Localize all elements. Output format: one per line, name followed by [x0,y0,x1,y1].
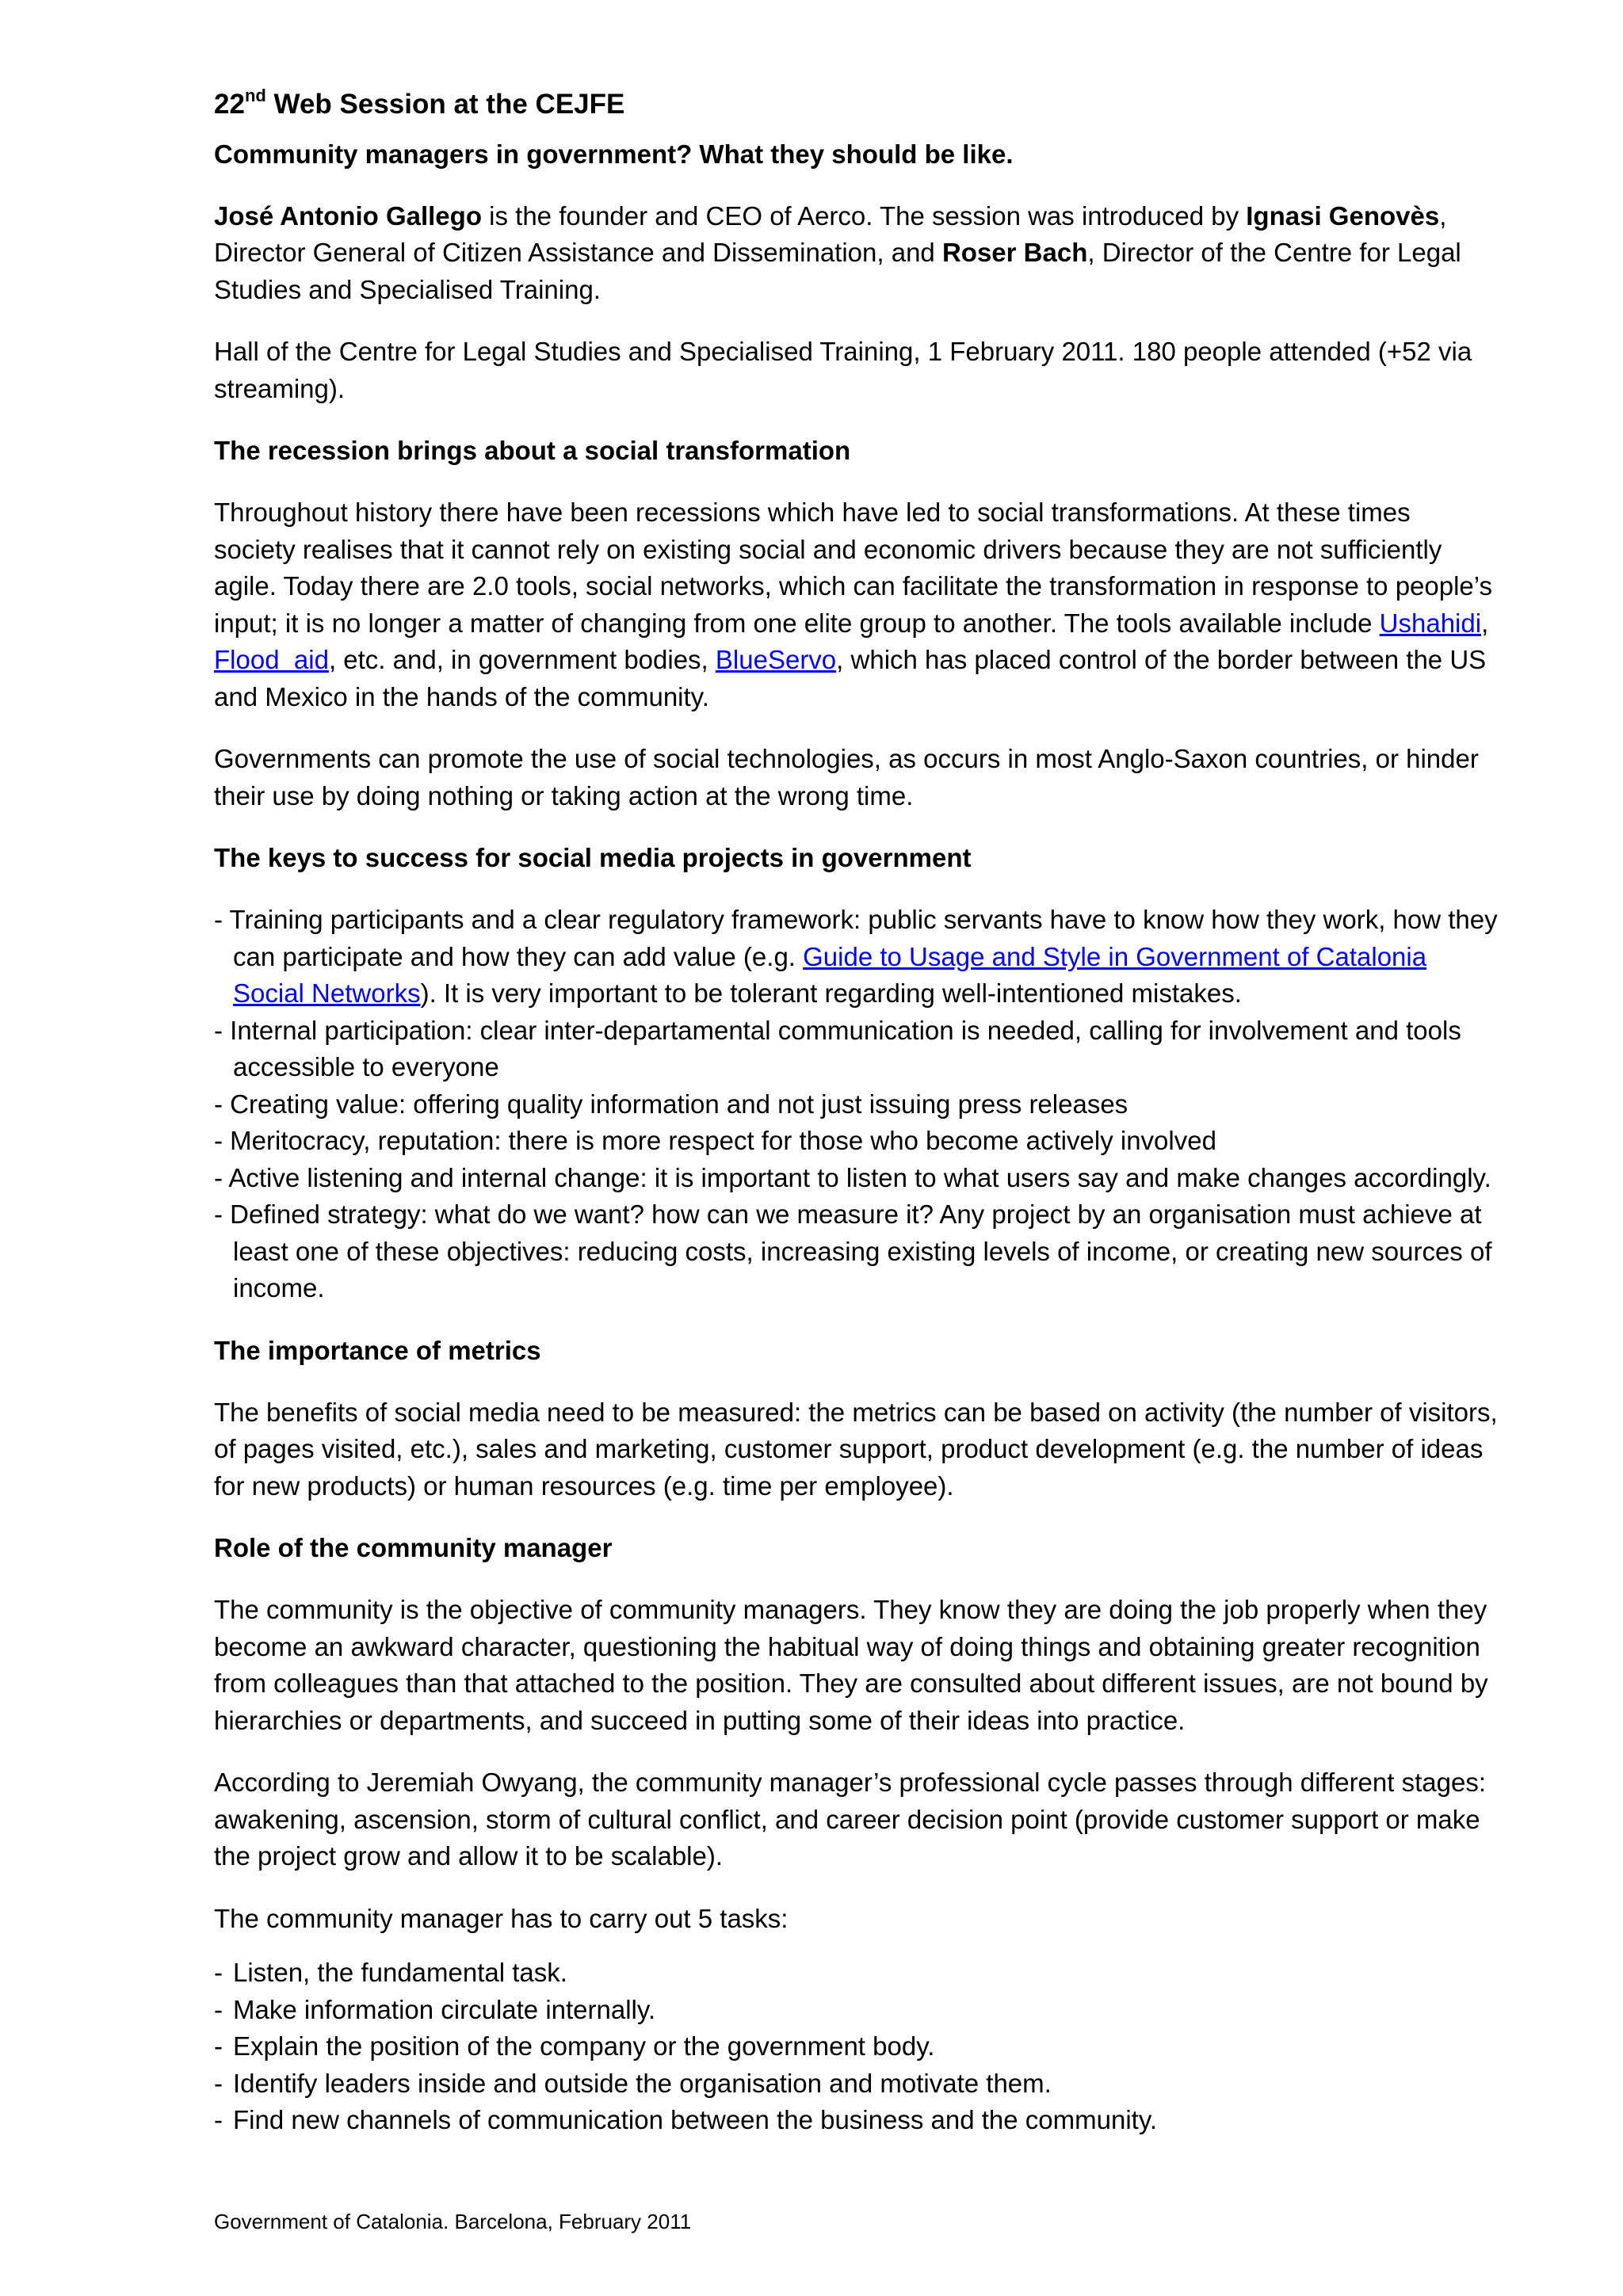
metrics-paragraph: The benefits of social media need to be measured: the metrics can be based on activity (the number of visitors, of pages visited, etc.), sales and marketing, customer support, product development (e.g. the number of ideas for new products) or human resources (e.g. time per employee). [214,1397,1498,1501]
ushahidi-link[interactable]: Ushahidi [1379,608,1482,638]
section-heading-keys: The keys to success for social media projects in government [214,843,972,873]
list-dash: - [214,1994,223,2024]
intro-text-3: , Director of the Centre for Legal Studies and Specialised Training. [214,238,1461,304]
role-paragraph-2: According to Jeremiah Owyang, the community manager’s professional cycle passes through different stages: awakening, ascension, storm of cultural conflict, and career decision point (provide customer support or make the project grow and allow it to be scalable). [214,1768,1486,1871]
venue-paragraph: Hall of the Centre for Legal Studies and Specialised Training, 1 February 2011. 180 people attended (+52 via streaming). [214,337,1472,403]
introducer-name-1: Ignasi Genovès [1246,200,1440,231]
list-item [214,902,1498,1013]
section-heading-recession: The recession brings about a social transformation [214,436,851,466]
task-text: Identify leaders inside and outside the organisation and motivate them. [233,2068,1052,2098]
list-item: - Meritocracy, reputation: there is more respect for those who become actively involved [214,1126,1216,1156]
list-item [214,1992,1498,2029]
subtitle: Community managers in government? What they should be like. [214,139,1014,169]
introducer-name-2: Roser Bach [941,238,1088,268]
intro-text-2: , Director General of Citizen Assistance and Dissemination, and [214,200,1447,268]
blueservo-link[interactable]: BlueServo [715,645,837,675]
list-dash: - [214,1958,223,1988]
page-title [214,87,1498,122]
link-separator: , [1481,608,1489,638]
list-item [214,2102,1498,2139]
list-item: - Creating value: offering quality information and not just issuing press releases [214,1089,1128,1119]
intro-paragraph [214,198,1498,309]
intro-text-1: is the founder and CEO of Aerco. The session was introduced by [481,200,1247,231]
list-item: - Defined strategy: what do we want? how can we measure it? Any project by an organisation must achieve at least one of these objectives: reducing costs, increasing existing levels of income, or creating new sources of income. [214,1199,1492,1303]
list-item [214,1955,1498,1992]
list-item [214,2028,1498,2065]
list-dash: - [214,2068,223,2098]
recession-text-3: , which has placed control of the border between the US and Mexico in the hands of the community. [214,645,1487,711]
title-ordinal-suffix: nd [244,86,266,106]
section-heading-metrics: The importance of metrics [214,1335,541,1365]
style-guide-link[interactable]: Guide to Usage and Style in Government of Catalonia Social Networks [233,941,1427,1009]
keys-list [214,902,1498,1307]
flood-aid-link[interactable]: Flood aid [214,645,329,675]
list-item: - Active listening and internal change: it is important to listen to what users say and make changes accordingly. [214,1162,1491,1192]
page-footer: Government of Catalonia. Barcelona, February 2011 [214,2210,692,2233]
list-dash: - [214,2105,223,2135]
tasks-intro: The community manager has to carry out 5 tasks: [214,1903,789,1933]
list-dash: - [214,2031,223,2061]
recession-text-2: , etc. and, in government bodies, [328,645,716,675]
task-text: Make information circulate internally. [233,1994,656,2024]
keys-item-1-text-end: ). It is very important to be tolerant regarding well-intentioned mistakes. [420,978,1242,1009]
list-item [214,2065,1498,2103]
title-ordinal: 22 [214,89,245,120]
list-item: - Internal participation: clear inter-departamental communication is needed, calling for involvement and tools accessible to everyone [214,1015,1461,1082]
speaker-name: José Antonio Gallego [214,200,482,231]
title-rest: Web Session at the CEJFE [265,89,625,120]
task-text: Explain the position of the company or the government body. [233,2031,935,2061]
recession-text-1: Throughout history there have been recessions which have led to social transformations. At these times society realises that it cannot rely on existing social and economic drivers because they are not sufficiently agile. Today there are 2.0 tools, social networks, which can facilitate the transformation in response to people’s input; it is no longer a matter of changing from one elite group to another. The tools available include [214,498,1493,638]
section-heading-role: Role of the community manager [214,1533,613,1563]
recession-paragraph [214,494,1498,715]
keys-item-1-text: - Training participants and a clear regulatory framework: public servants have to know how they work, how they can participate and how they can add value (e.g. [214,905,1498,971]
role-paragraph-1: The community is the objective of community managers. They know they are doing the job properly when they become an awkward character, questioning the habitual way of doing things and obtaining greater recognition from colleagues than that attached to the position. They are consulted about different issues, are not bound by hierarchies or departments, and succeed in putting some of their ideas into practice. [214,1595,1488,1735]
task-text: Listen, the fundamental task. [233,1958,567,1988]
document-page [214,87,1498,2139]
tasks-list [214,1955,1498,2139]
task-text: Find new channels of communication between the business and the community. [233,2105,1158,2135]
governments-paragraph: Governments can promote the use of social technologies, as occurs in most Anglo-Saxon countries, or hinder their use by doing nothing or taking action at the wrong time. [214,744,1479,810]
